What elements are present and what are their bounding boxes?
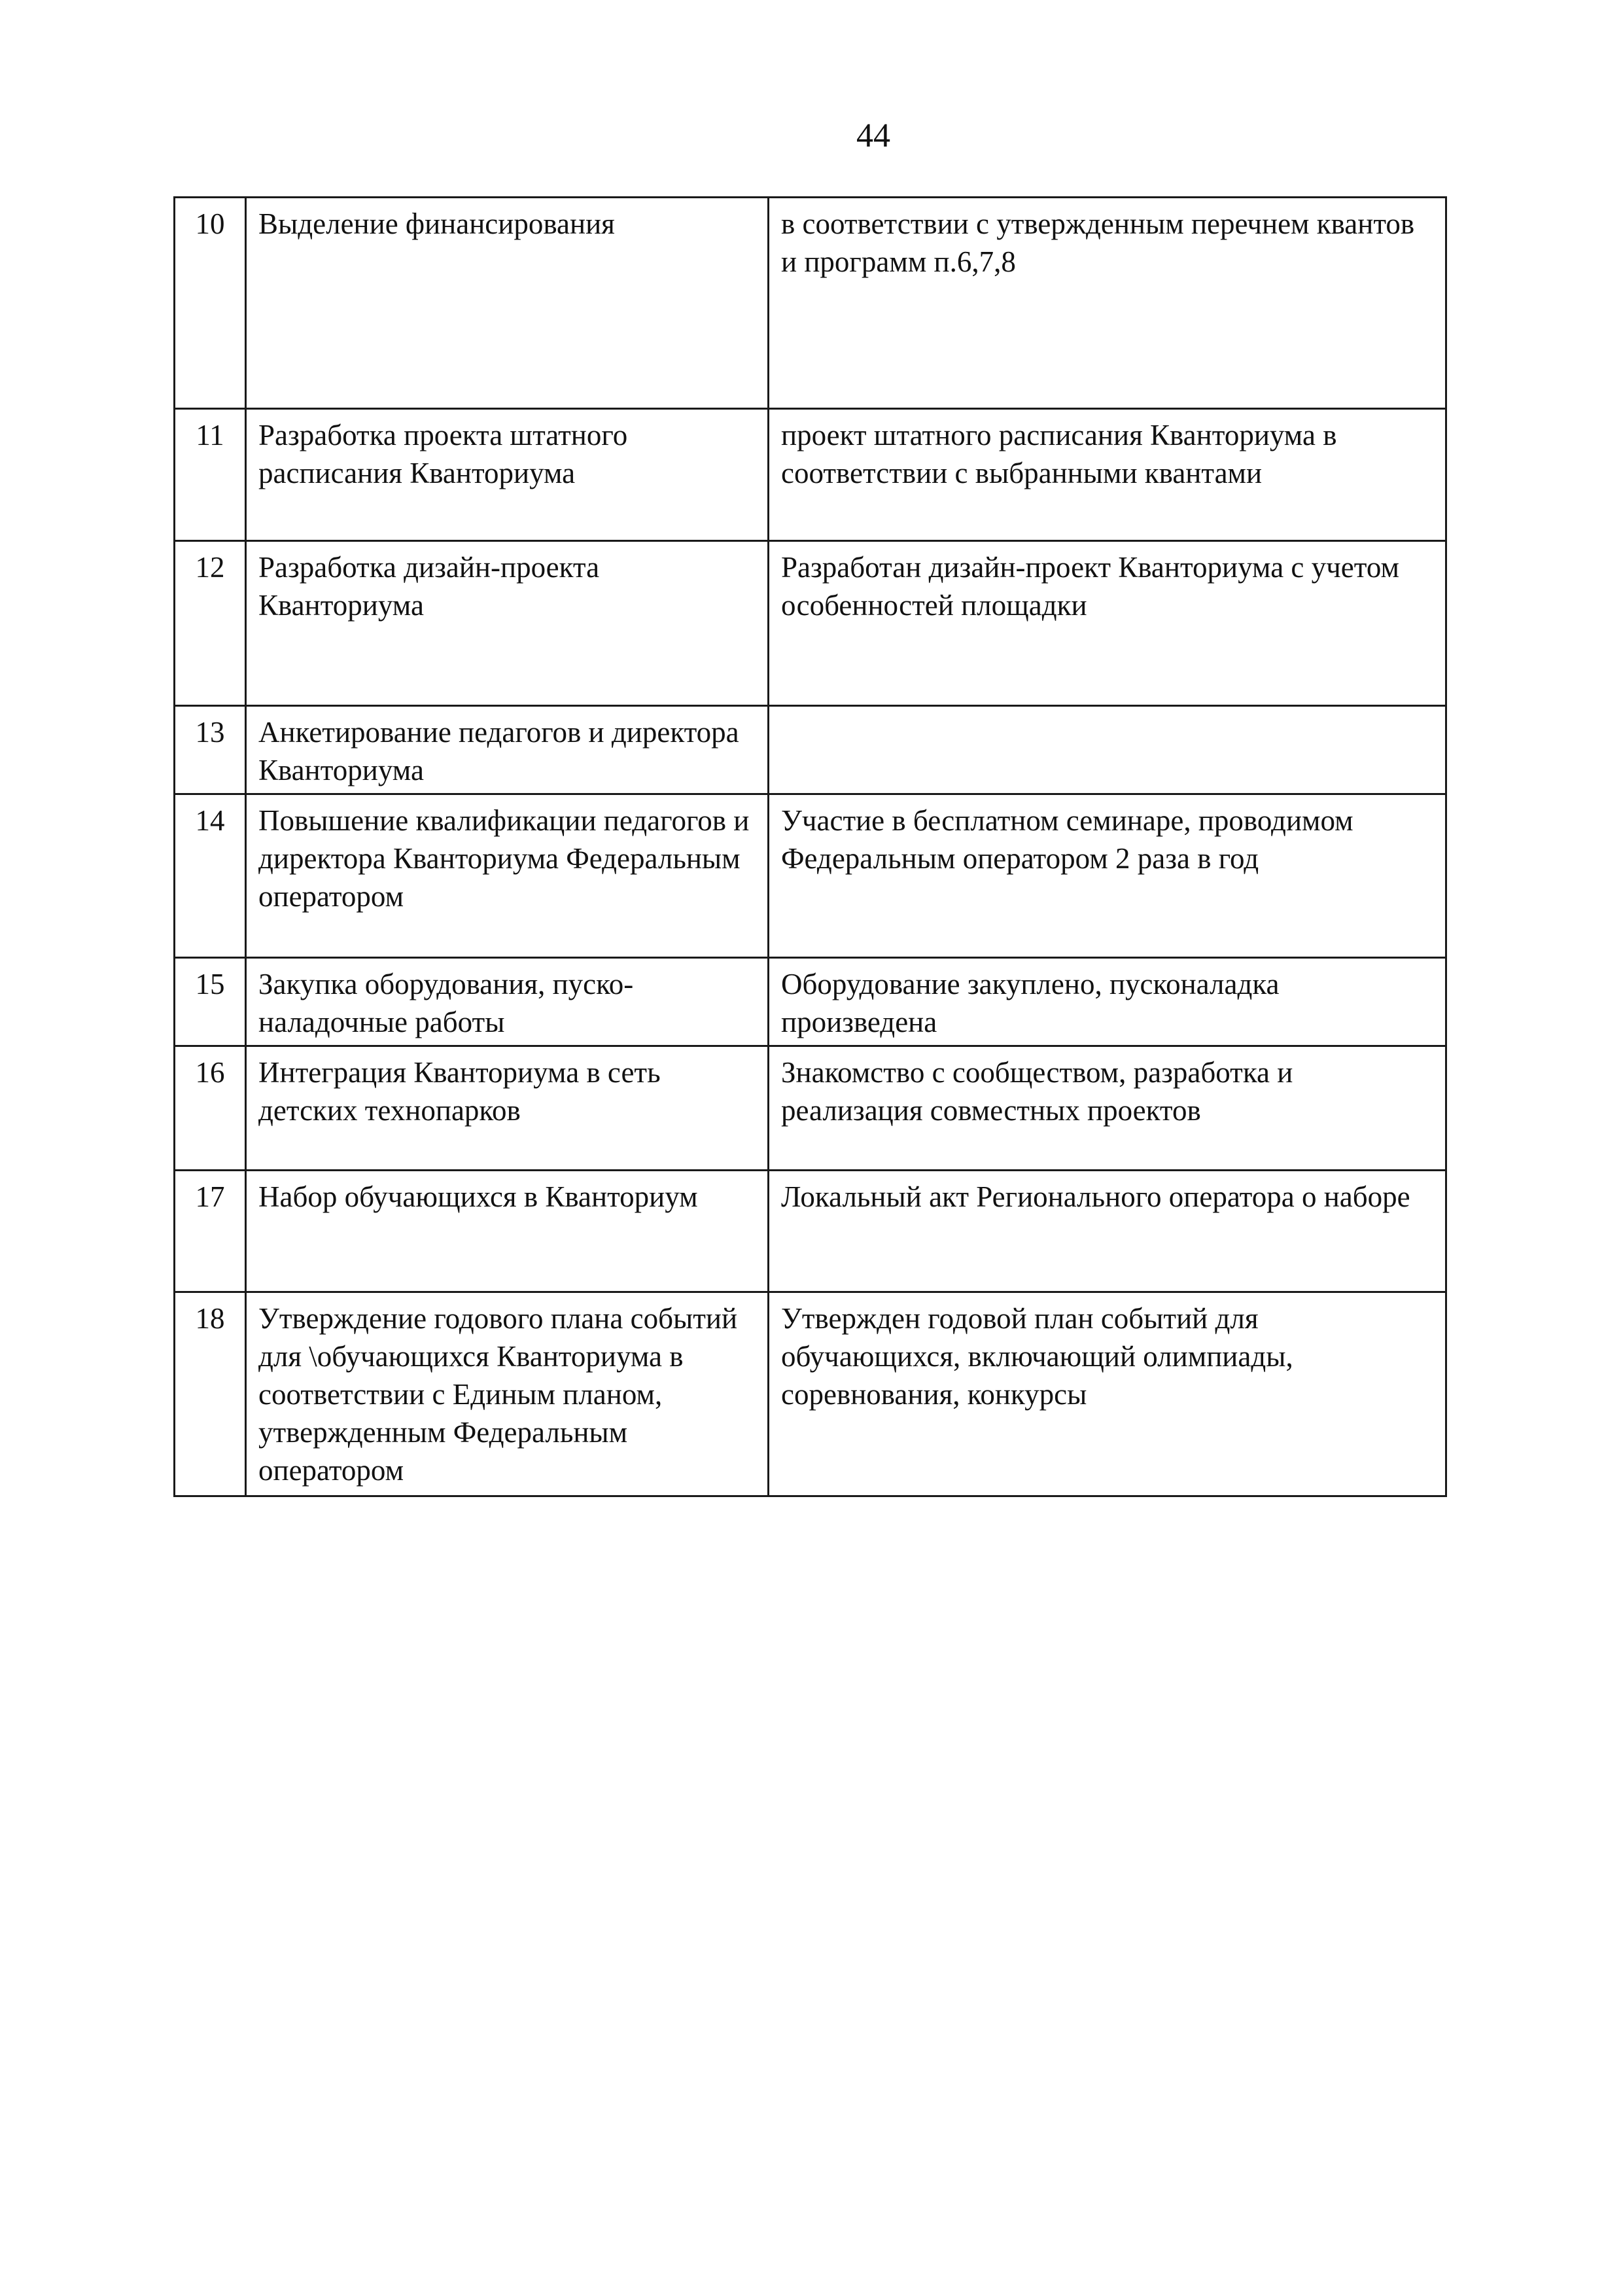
result-cell bbox=[769, 706, 1446, 794]
row-number: 15 bbox=[175, 958, 246, 1046]
result-cell: Локальный акт Регионального оператора о наборе bbox=[769, 1171, 1446, 1292]
task-cell: Разработка проекта штатного расписания Кванториума bbox=[246, 409, 769, 541]
task-cell: Интеграция Кванториума в сеть детских технопарков bbox=[246, 1046, 769, 1171]
page-number: 44 bbox=[856, 117, 890, 154]
row-number: 10 bbox=[175, 198, 246, 409]
row-number: 18 bbox=[175, 1292, 246, 1496]
table-row bbox=[175, 1046, 1446, 1171]
row-number: 12 bbox=[175, 541, 246, 706]
result-cell: Знакомство с сообществом, разработка и реализация совместных проектов bbox=[769, 1046, 1446, 1171]
result-cell: Утвержден годовой план событий для обучающихся, включающий олимпиады, соревнования, конкурсы bbox=[769, 1292, 1446, 1496]
result-cell: в соответствии с утвержденным перечнем квантов и программ п.6,7,8 bbox=[769, 198, 1446, 409]
table-row bbox=[175, 1292, 1446, 1496]
task-cell: Закупка оборудования, пуско-наладочные работы bbox=[246, 958, 769, 1046]
row-number: 11 bbox=[175, 409, 246, 541]
result-cell: Оборудование закуплено, пусконаладка произведена bbox=[769, 958, 1446, 1046]
row-number: 16 bbox=[175, 1046, 246, 1171]
table-row bbox=[175, 198, 1446, 409]
task-cell: Повышение квалификации педагогов и директора Кванториума Федеральным оператором bbox=[246, 794, 769, 958]
row-number: 13 bbox=[175, 706, 246, 794]
task-cell: Выделение финансирования bbox=[246, 198, 769, 409]
result-cell: Разработан дизайн-проект Кванториума с учетом особенностей площадки bbox=[769, 541, 1446, 706]
table-row bbox=[175, 409, 1446, 541]
task-cell: Набор обучающихся в Кванториум bbox=[246, 1171, 769, 1292]
plan-table bbox=[173, 196, 1447, 1497]
result-cell: Участие в бесплатном семинаре, проводимом Федеральным оператором 2 раза в год bbox=[769, 794, 1446, 958]
row-number: 17 bbox=[175, 1171, 246, 1292]
table-row bbox=[175, 794, 1446, 958]
task-cell: Разработка дизайн-проекта Кванториума bbox=[246, 541, 769, 706]
result-cell: проект штатного расписания Кванториума в соответствии с выбранными квантами bbox=[769, 409, 1446, 541]
table-row bbox=[175, 958, 1446, 1046]
row-number: 14 bbox=[175, 794, 246, 958]
table-row bbox=[175, 706, 1446, 794]
table-row bbox=[175, 1171, 1446, 1292]
task-cell: Анкетирование педагогов и директора Кванториума bbox=[246, 706, 769, 794]
task-cell: Утверждение годового плана событий для \обучающихся Кванториума в соответствии с Единым планом, утвержденным Федеральным оператором bbox=[246, 1292, 769, 1496]
table-row bbox=[175, 541, 1446, 706]
